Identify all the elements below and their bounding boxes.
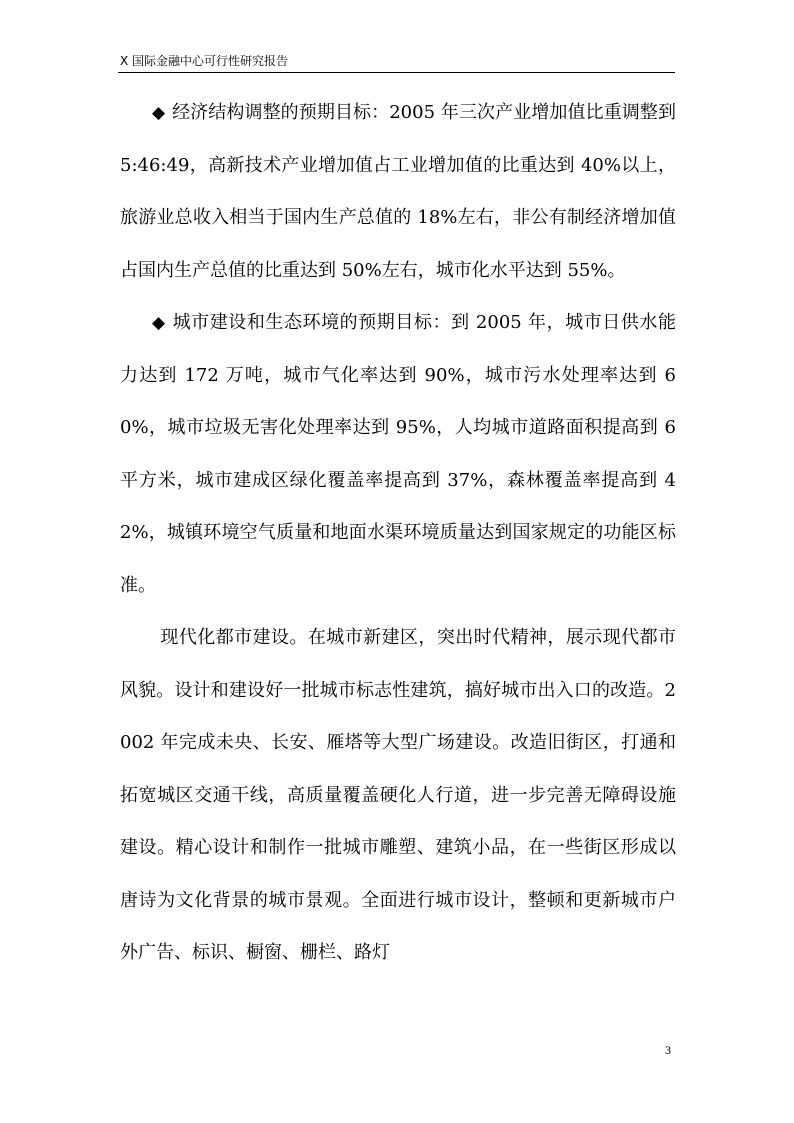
diamond-bullet-icon: ◆	[152, 103, 166, 123]
page-number: 3	[665, 1043, 671, 1057]
running-header: X 国际金融中心可行性研究报告	[120, 54, 289, 68]
paragraph-text: 城市建设和生态环境的预期目标：到 2005 年，城市日供水能力达到 172 万吨，城市气化率达到 90%，城市污水处理率达到 60%，城市垃圾无害化处理率达到 95%，人均城市道路面积提高到 6 平方米，城市建成区绿化覆盖率提高到 37%，森林覆盖率提高到 42%，城镇环境空气质量和地面水渠环境质量达到国家规定的功能区标准。	[120, 312, 676, 596]
paragraph-text: 现代化都市建设。在城市新建区，突出时代精神，展示现代都市风貌。设计和建设好一批城市标志性建筑，搞好城市出入口的改造。2002 年完成未央、长安、雁塔等大型广场建设。改造旧街区，打通和拓宽城区交通干线，高质量覆盖硬化人行道，进一步完善无障碍设施建设。精心设计和制作一批城市雕塑、建筑小品，在一些街区形成以唐诗为文化背景的城市景观。全面进行城市设计，整顿和更新城市户外广告、标识、橱窗、栅栏、路灯	[120, 627, 676, 963]
paragraph-urban-ecology-targets	[120, 297, 676, 612]
paragraph-economic-targets	[120, 87, 676, 297]
header-rule	[118, 72, 675, 73]
diamond-bullet-icon: ◆	[152, 313, 166, 333]
paragraph-modern-city-construction	[120, 612, 676, 980]
paragraph-text: 经济结构调整的预期目标：2005 年三次产业增加值比重调整到 5:46:49，高新技术产业增加值占工业增加值的比重达到 40%以上，旅游业总收入相当于国内生产总值的 18%左右，非公有制经济增加值占国内生产总值的比重达到 50%左右，城市化水平达到 55%。	[120, 102, 676, 281]
body-text	[120, 87, 676, 980]
